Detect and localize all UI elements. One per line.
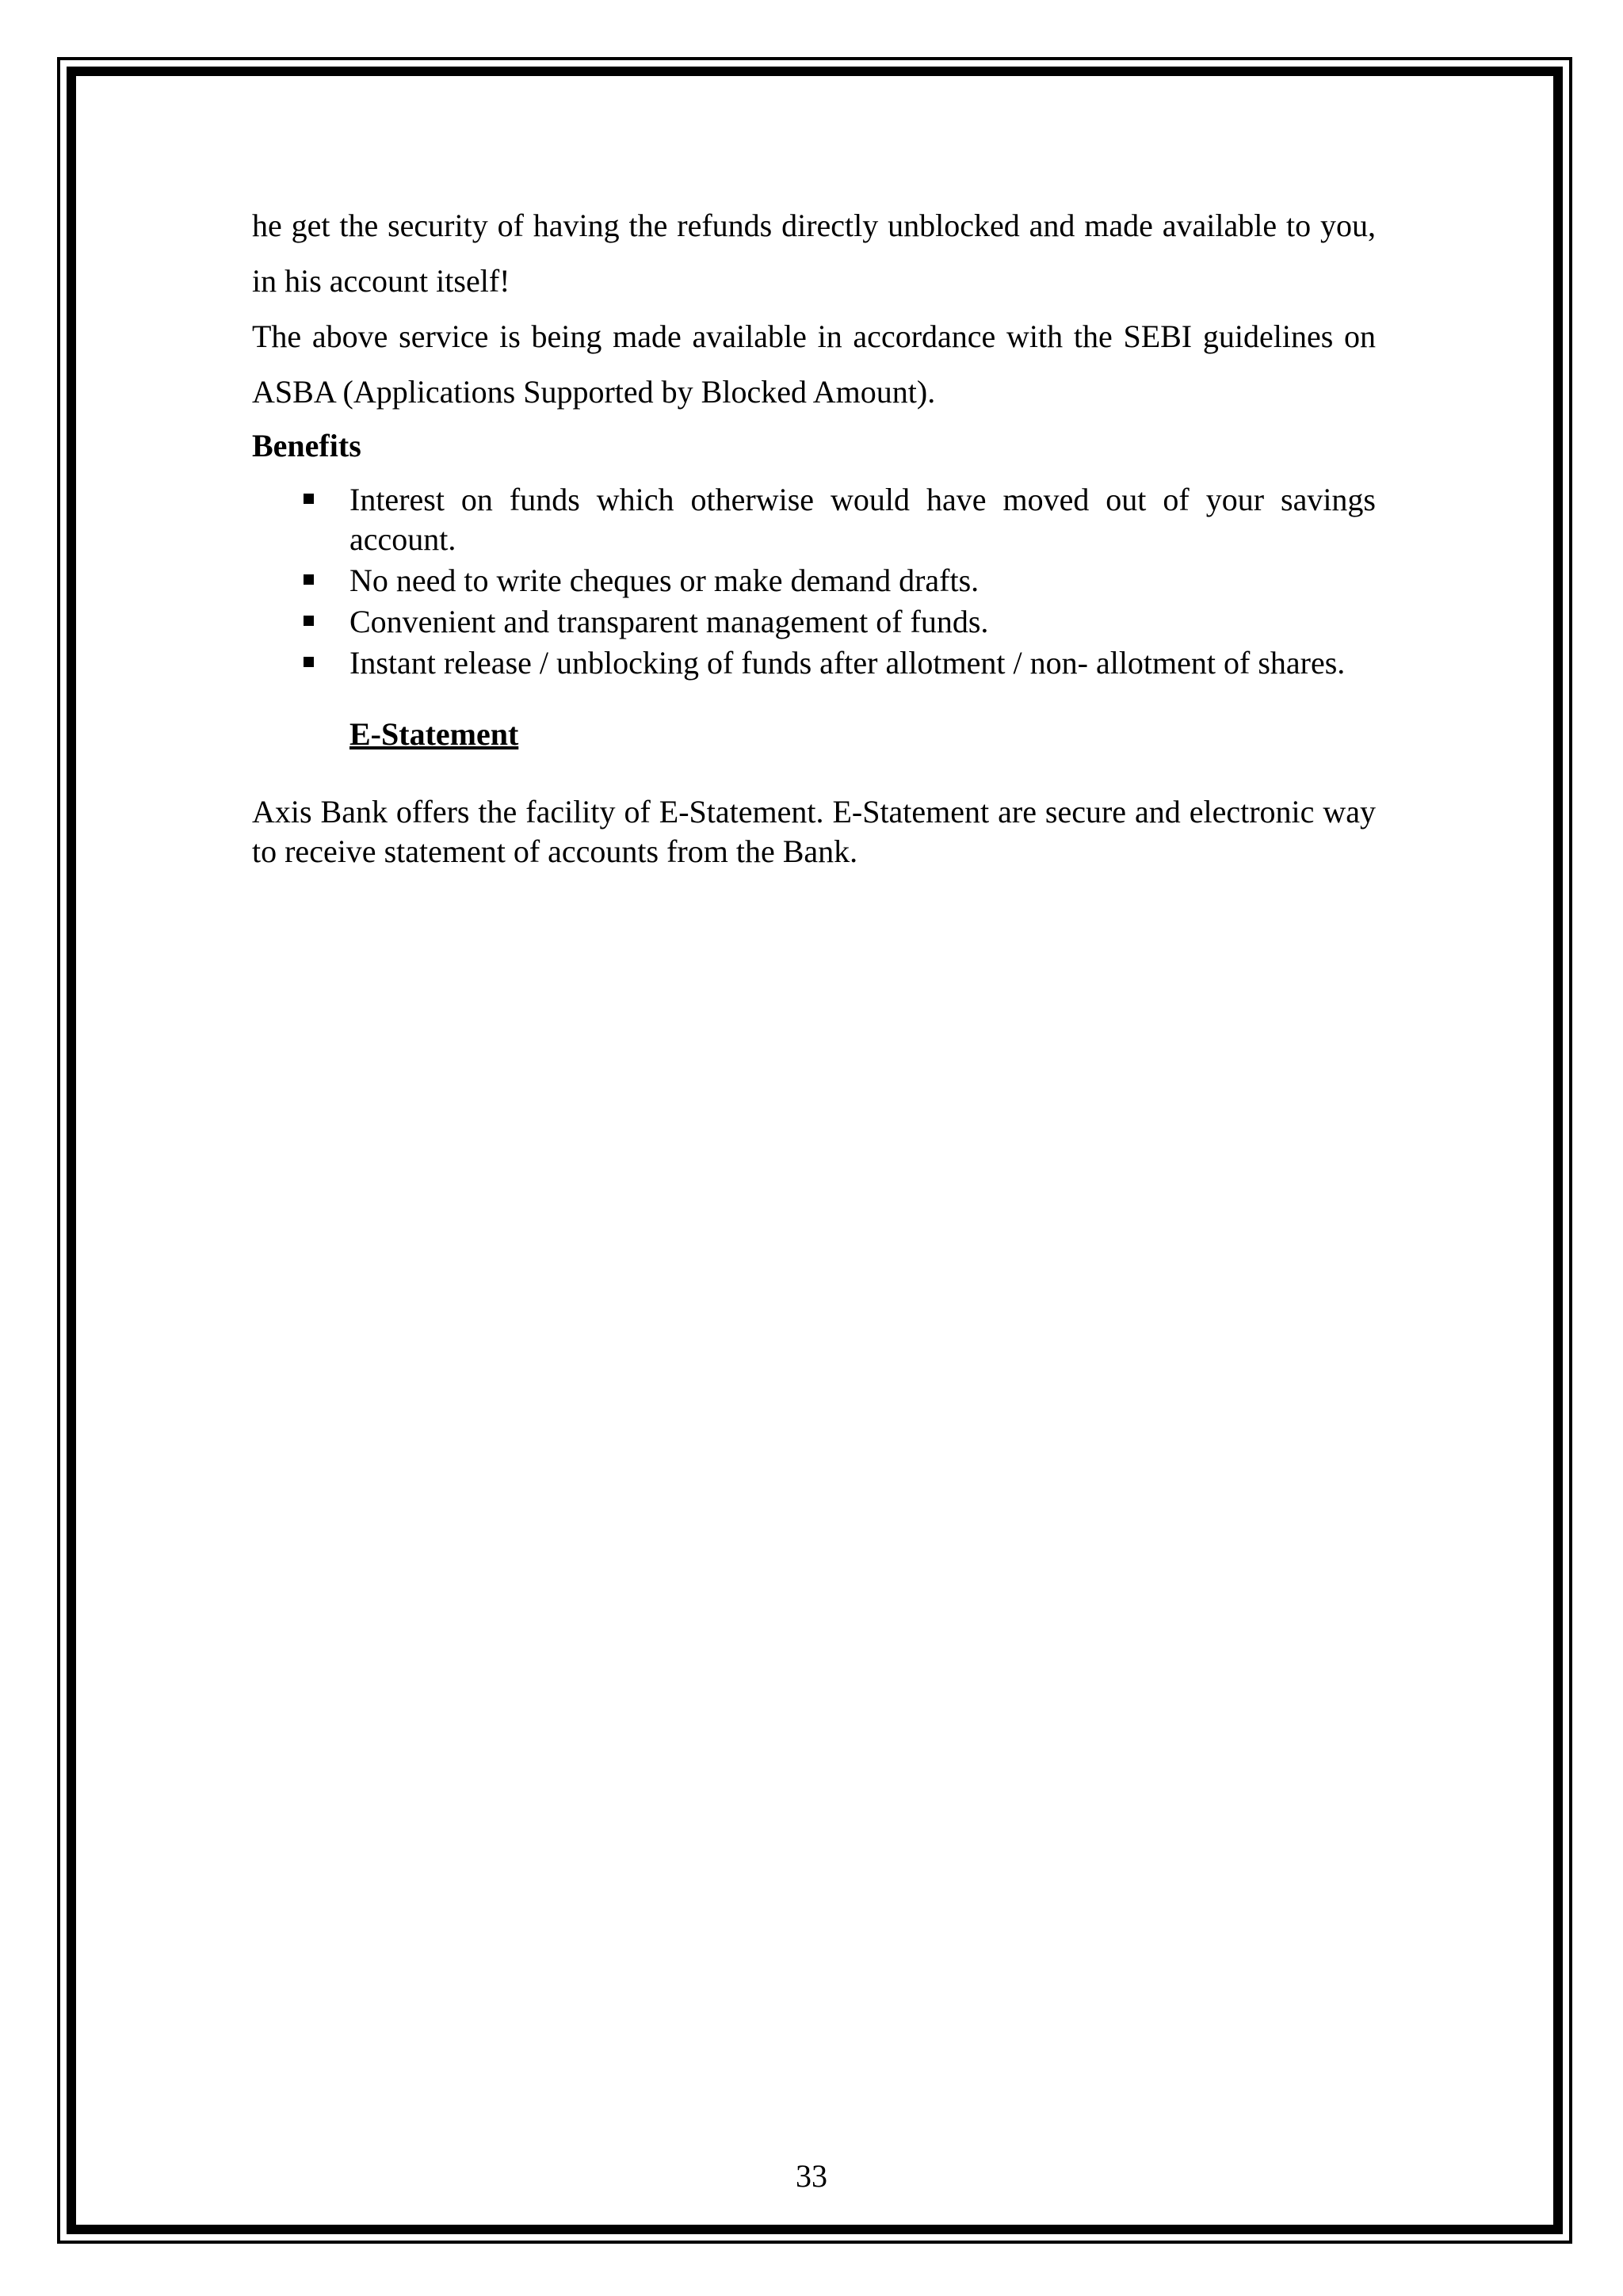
square-bullet-icon xyxy=(304,657,314,667)
list-item xyxy=(349,561,1376,601)
list-item-text: No need to write cheques or make demand drafts. xyxy=(349,563,980,598)
paragraph-estatement: Axis Bank offers the facility of E-Statement. E-Statement are secure and electronic way to receive statement of accounts from the Bank. xyxy=(252,794,1376,869)
square-bullet-icon xyxy=(304,494,314,504)
list-item-text: Instant release / unblocking of funds after allotment / non- allotment of shares. xyxy=(349,645,1346,681)
page-content xyxy=(252,198,1376,871)
square-bullet-icon xyxy=(304,574,314,585)
list-item xyxy=(349,480,1376,559)
paragraph-refunds: he get the security of having the refunds directly unblocked and made available to you, in his account itself! xyxy=(252,208,1376,299)
paragraph-sebi-guidelines: The above service is being made available in accordance with the SEBI guidelines on ASBA (Applications Supported by Blocked Amount). xyxy=(252,318,1376,410)
list-item xyxy=(349,602,1376,642)
list-item-text: Interest on funds which otherwise would have moved out of your savings account. xyxy=(349,482,1376,557)
square-bullet-icon xyxy=(304,616,314,626)
benefits-list xyxy=(252,480,1376,683)
page-number: 33 xyxy=(796,2158,827,2194)
list-item-text: Convenient and transparent management of funds. xyxy=(349,604,989,639)
list-item xyxy=(349,643,1376,683)
benefits-heading: Benefits xyxy=(252,428,361,463)
estatement-heading: E-Statement xyxy=(349,716,519,752)
